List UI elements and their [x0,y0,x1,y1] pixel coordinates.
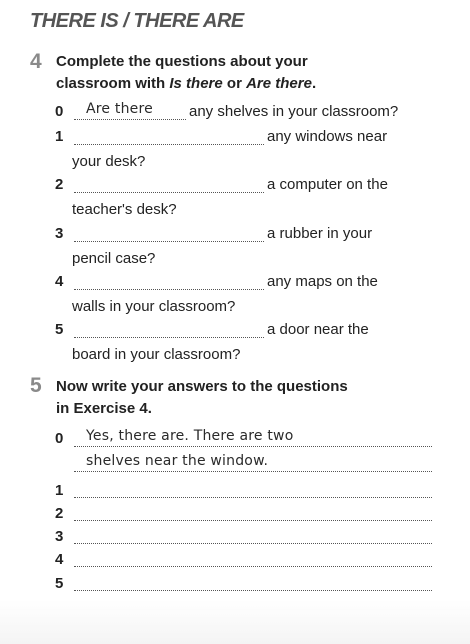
question-4-continuation: walls in your classroom? [72,298,236,315]
answer-5-line[interactable] [74,589,432,591]
question-0-answer-line [74,118,186,120]
question-2-continuation: teacher's desk? [72,201,177,218]
question-3-continuation: pencil case? [72,250,156,267]
instruction-is-there: Is there [169,75,223,92]
exercise-5-instruction-line1: Now write your answers to the questions [56,378,348,395]
answer-0-line-2 [74,470,432,472]
question-5-answer-line[interactable] [74,336,264,338]
instruction-are-there: Are there [246,75,312,92]
question-5-text: a door near the [267,321,369,338]
answer-0-number: 0 [55,430,64,447]
exercise-4-number: 4 [30,50,42,73]
answer-3-number: 3 [55,528,64,545]
question-0-number: 0 [55,103,64,120]
question-3-answer-line[interactable] [74,240,264,242]
answer-2-line[interactable] [74,519,432,521]
answer-0-line-1 [74,445,432,447]
instruction-text: or [222,75,247,92]
answer-0-text-line-1: Yes, there are. There are two [86,428,294,444]
answer-4-number: 4 [55,551,64,568]
exercise-4-instruction-line2 [56,73,316,95]
question-1-answer-line[interactable] [74,143,264,145]
question-5-continuation: board in your classroom? [72,346,241,363]
question-2-answer-line[interactable] [74,191,264,193]
exercise-5-number: 5 [30,374,42,397]
exercise-5-instruction [56,376,348,420]
answer-1-line[interactable] [74,496,432,498]
answer-2-number: 2 [55,505,64,522]
question-1-continuation: your desk? [72,153,146,170]
answer-3-line[interactable] [74,542,432,544]
exercise-4-instruction-line1: Complete the questions about your [56,53,308,70]
answer-4-line[interactable] [74,565,432,567]
instruction-text: . [311,75,317,92]
question-4-number: 4 [55,273,64,290]
question-0-answer: Are there [86,101,153,117]
question-5-number: 5 [55,321,64,338]
exercise-4-instruction [56,51,316,95]
question-2-number: 2 [55,176,64,193]
question-4-text: any maps on the [267,273,378,290]
question-1-number: 1 [55,128,64,145]
question-0-text: any shelves in your classroom? [189,103,399,120]
exercise-5-instruction-line2: in Exercise 4. [56,400,152,417]
question-3-number: 3 [55,225,64,242]
answer-5-number: 5 [55,575,64,592]
instruction-text: classroom with [56,75,170,92]
question-2-text: a computer on the [267,176,388,193]
page-bottom-margin [0,600,470,644]
answer-1-number: 1 [55,482,64,499]
page-title: THERE IS / THERE ARE [30,10,244,32]
question-3-text: a rubber in your [267,225,373,242]
question-4-answer-line[interactable] [74,288,264,290]
question-1-text: any windows near [267,128,388,145]
answer-0-text-line-2: shelves near the window. [86,453,269,469]
